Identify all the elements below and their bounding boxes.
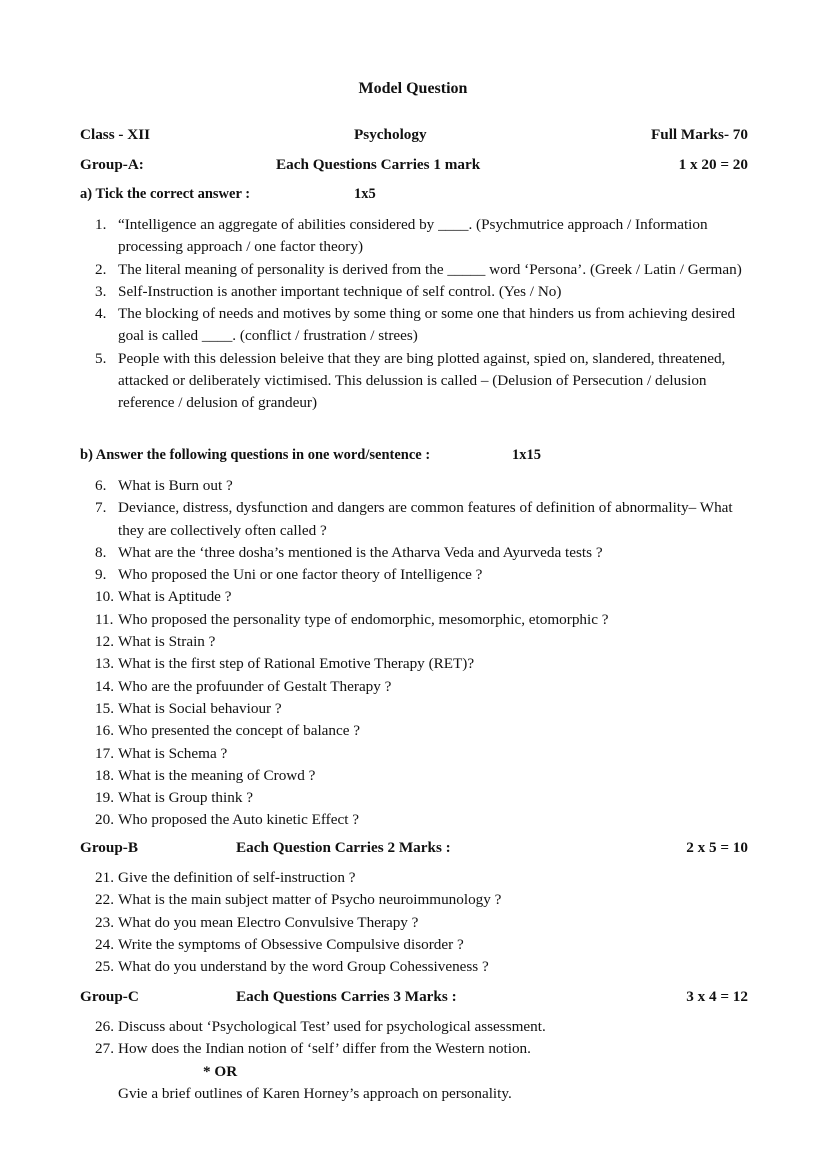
question-text: Who are the profuunder of Gestalt Therapy ?	[118, 677, 392, 695]
part-label: b) Answer the following questions in one word/sentence :	[80, 447, 431, 463]
question-item	[95, 720, 755, 742]
part-b-header	[80, 447, 748, 469]
question-item	[95, 912, 755, 934]
class-label: Class - XII	[80, 126, 151, 143]
question-text: The blocking of needs and motives by some thing or some one that hinders us from achieving desired goal is called ____. (conflict / frustration / strees)	[118, 305, 736, 345]
part-marks: 1x15	[512, 447, 541, 463]
question-number: 27.	[95, 1040, 114, 1058]
question-item	[95, 281, 755, 303]
group-label: Group-C	[80, 988, 139, 1005]
question-item	[95, 787, 755, 809]
question-text: Who proposed the Uni or one factor theory of Intelligence ?	[118, 566, 483, 584]
question-item	[95, 348, 755, 415]
question-item	[95, 867, 755, 889]
question-text: What is the first step of Rational Emotive Therapy (RET)?	[118, 655, 475, 673]
question-number: 25.	[95, 958, 114, 976]
question-text: Who proposed the personality type of endomorphic, mesomorphic, etomorphic ?	[118, 610, 609, 628]
question-text: What is Social behaviour ?	[118, 699, 282, 717]
question-text: What is Aptitude ?	[118, 588, 232, 606]
question-item	[95, 934, 755, 956]
question-text: “Intelligence an aggregate of abilities considered by ____. (Psychmutrice approach / Information processing approach / one factor theory)	[118, 216, 708, 256]
question-number: 24.	[95, 935, 114, 953]
question-item	[95, 631, 755, 653]
question-number: 19.	[95, 789, 114, 807]
question-number: 8.	[95, 543, 107, 561]
question-text: People with this delession beleive that they are bing plotted against, spied on, slandered, threatened, attacked or deliberately victimised. This delussion is called – (Delusion of Persecution / delusion reference / delusion of grandeur)	[118, 349, 726, 412]
group-b-header	[80, 839, 748, 861]
part-marks: 1x5	[354, 186, 376, 202]
question-number: 9.	[95, 566, 107, 584]
question-item	[95, 956, 755, 978]
question-text: What is the meaning of Crowd ?	[118, 766, 316, 784]
question-item	[95, 586, 755, 608]
question-item	[95, 542, 755, 564]
question-number: 6.	[95, 477, 107, 494]
group-c-header	[80, 988, 748, 1010]
question-item	[95, 1038, 755, 1060]
group-label: Group-A:	[80, 156, 144, 173]
question-item	[95, 676, 755, 698]
question-number: 1.	[95, 216, 107, 233]
question-item	[95, 889, 755, 911]
question-number: 3.	[95, 282, 107, 300]
question-item	[95, 765, 755, 787]
question-list-b	[95, 475, 755, 832]
question-text: What is Group think ?	[118, 789, 253, 807]
question-number: 20.	[95, 811, 114, 829]
question-list-a	[95, 214, 755, 415]
question-text: Deviance, distress, dysfunction and dangers are common features of definition of abnormality– What they are collectively often called ?	[118, 499, 733, 539]
question-number: 10.	[95, 588, 114, 606]
question-text: How does the Indian notion of ‘self’ differ from the Western notion.	[118, 1040, 531, 1058]
question-number: 16.	[95, 722, 114, 740]
question-list-group-c	[95, 1016, 755, 1105]
question-number: 13.	[95, 655, 114, 673]
question-text: Self-Instruction is another important technique of self control. (Yes / No)	[118, 282, 562, 300]
question-number: 26.	[95, 1018, 114, 1035]
question-item	[95, 609, 755, 631]
question-number: 7.	[95, 499, 107, 517]
question-list-group-b	[95, 867, 755, 978]
question-number: 14.	[95, 677, 114, 695]
part-label: a) Tick the correct answer :	[80, 186, 251, 202]
part-a-header	[80, 186, 748, 208]
or-label: * OR	[203, 1062, 238, 1080]
question-number: 15.	[95, 699, 114, 717]
question-item	[95, 1016, 755, 1038]
question-item	[95, 214, 755, 259]
question-item	[95, 809, 755, 831]
question-item	[95, 259, 755, 281]
group-label: Group-B	[80, 839, 138, 856]
group-desc: Each Question Carries 2 Marks :	[236, 839, 451, 856]
question-number: 23.	[95, 913, 114, 931]
question-text: Who proposed the Auto kinetic Effect ?	[118, 811, 359, 829]
question-item	[95, 303, 755, 348]
question-text: What is the main subject matter of Psycho neuroimmunology ?	[118, 891, 502, 909]
question-text: What do you understand by the word Group Cohessiveness ?	[118, 958, 489, 976]
question-text: The literal meaning of personality is derived from the _____ word ‘Persona’. (Greek / Latin / German)	[118, 260, 742, 278]
question-number: 17.	[95, 744, 114, 762]
question-text: What is Strain ?	[118, 633, 216, 651]
question-number: 5.	[95, 349, 107, 367]
header-row	[80, 126, 748, 148]
question-text: Give the definition of self-instruction ?	[118, 869, 356, 886]
group-marks: 2 x 5 = 10	[686, 839, 748, 856]
group-a-header	[80, 156, 748, 178]
group-desc: Each Questions Carries 3 Marks :	[236, 988, 457, 1005]
question-text: Who presented the concept of balance ?	[118, 722, 361, 740]
question-number: 18.	[95, 766, 114, 784]
question-text: What is Schema ?	[118, 744, 228, 762]
subject-label: Psychology	[354, 126, 427, 143]
question-number: 2.	[95, 260, 107, 278]
full-marks: Full Marks- 70	[650, 126, 748, 143]
question-number: 4.	[95, 305, 107, 323]
question-number: 22.	[95, 891, 114, 909]
question-text: What are the ‘three dosha’s mentioned is the Atharva Veda and Ayurveda tests ?	[118, 543, 603, 561]
page-title: Model Question	[358, 80, 468, 97]
question-text: Discuss about ‘Psychological Test’ used for psychological assessment.	[118, 1018, 546, 1035]
question-item	[95, 653, 755, 675]
question-item	[95, 698, 755, 720]
group-marks: 3 x 4 = 12	[686, 988, 748, 1005]
group-desc: Each Questions Carries 1 mark	[276, 156, 481, 173]
group-marks: 1 x 20 = 20	[678, 156, 748, 173]
question-number: 21.	[95, 869, 114, 886]
question-item	[95, 497, 755, 542]
question-item	[95, 564, 755, 586]
question-number: 12.	[95, 633, 114, 651]
question-text: What is Burn out ?	[118, 477, 233, 494]
question-item	[95, 743, 755, 765]
group-c-items	[95, 1016, 755, 1061]
question-number: 11.	[95, 610, 114, 628]
question-text: What do you mean Electro Convulsive Therapy ?	[118, 913, 419, 931]
question-item	[95, 475, 755, 497]
question-text: Write the symptoms of Obsessive Compulsive disorder ?	[118, 935, 464, 953]
alternative-question: Gvie a brief outlines of Karen Horney’s approach on personality.	[118, 1084, 512, 1102]
